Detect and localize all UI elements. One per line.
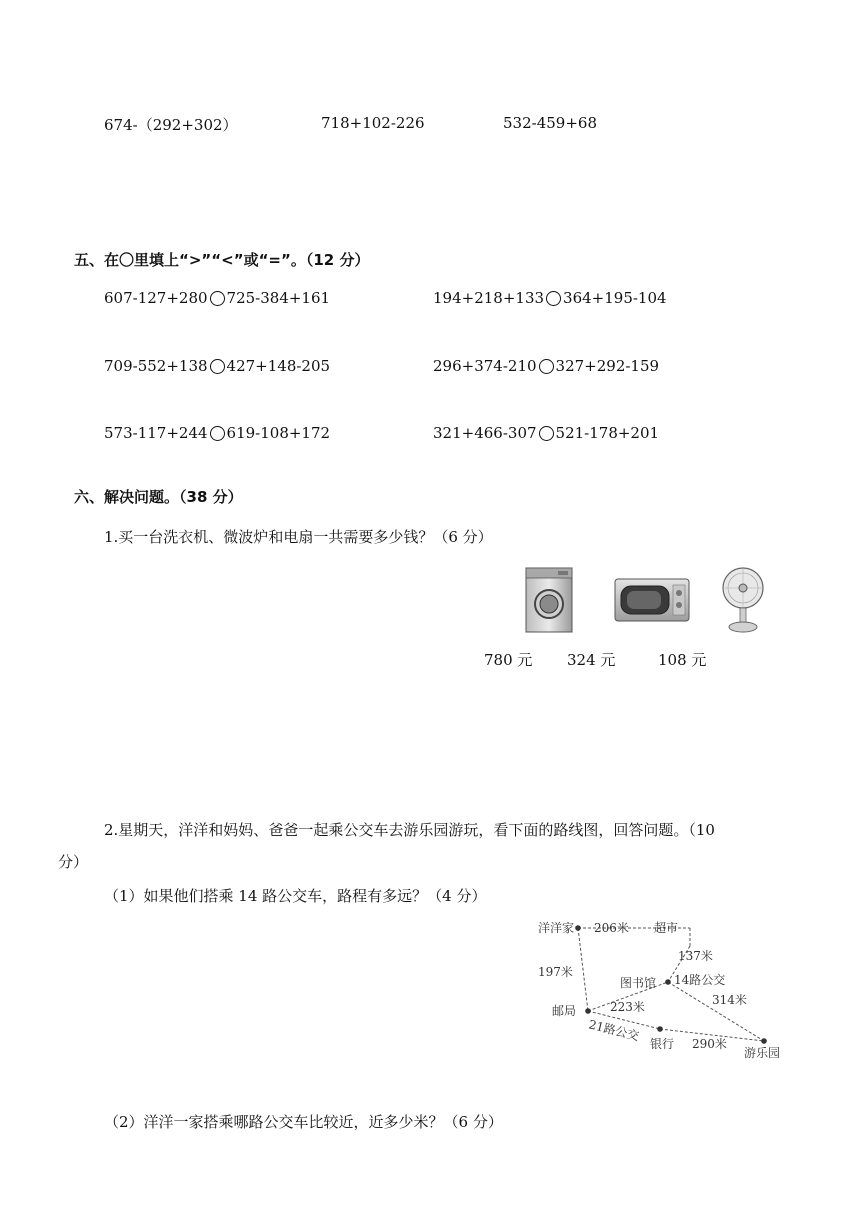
map-distance-bank-park: 290米 <box>692 1037 727 1051</box>
map-distance-library-park: 314米 <box>712 993 747 1007</box>
microwave-icon <box>613 577 691 623</box>
map-place-library: 图书馆 <box>620 976 657 990</box>
answer-circle[interactable] <box>546 291 561 306</box>
compare-expr: 573-117+244 <box>104 424 208 442</box>
price-microwave: 324 元 <box>567 651 616 669</box>
compare-expr: 364+195-104 <box>563 289 667 307</box>
route-map <box>532 912 794 1067</box>
compare-expr: 296+374-210 <box>433 357 537 375</box>
map-place-postoffice: 邮局 <box>552 1004 577 1018</box>
question-2-sub-1: （1）如果他们搭乘 14 路公交车，路程有多远？（4 分） <box>104 887 487 905</box>
expression-1: 674-（292+302） <box>104 116 238 134</box>
compare-expr: 607-127+280 <box>104 289 208 307</box>
map-route-14: 14路公交 <box>674 973 726 987</box>
answer-circle[interactable] <box>539 359 554 374</box>
price-washing-machine: 780 元 <box>484 651 533 669</box>
question-2-text-line1: 2.星期天，洋洋和妈妈、爸爸一起乘公交车去游乐园游玩，看下面的路线图，回答问题。（10 <box>104 821 715 839</box>
question-2-sub-2: （2）洋洋一家搭乘哪路公交车比较近，近多少米？（6 分） <box>104 1113 503 1131</box>
compare-row-3-right <box>433 424 659 442</box>
compare-expr: 194+218+133 <box>433 289 545 307</box>
question-1-text: 1.买一台洗衣机、微波炉和电扇一共需要多少钱？（6 分） <box>104 528 493 546</box>
compare-expr: 427+148-205 <box>226 357 331 375</box>
map-route-21: 21路公交 <box>587 1017 641 1044</box>
answer-circle[interactable] <box>210 291 225 306</box>
section-5-title: 五、在〇里填上“>”“<”或“=”。（12 分） <box>74 251 370 269</box>
map-distance-home-supermarket: 206米 <box>594 921 629 935</box>
question-2-text-line2: 分） <box>58 853 89 871</box>
expression-2: 718+102-226 <box>321 114 425 132</box>
compare-row-1-right <box>433 289 667 307</box>
answer-circle[interactable] <box>539 426 554 441</box>
answer-circle[interactable] <box>210 359 225 374</box>
price-fan: 108 元 <box>658 651 707 669</box>
compare-expr: 521-178+201 <box>555 424 660 442</box>
compare-row-2-right <box>433 357 659 375</box>
map-place-park: 游乐园 <box>744 1046 781 1060</box>
answer-circle[interactable] <box>210 426 225 441</box>
map-place-supermarket: 超市 <box>654 921 679 935</box>
map-place-bank: 银行 <box>650 1037 675 1051</box>
compare-row-1-left <box>104 289 330 307</box>
map-distance-postoffice-library: 223米 <box>610 1000 645 1014</box>
compare-row-2-left <box>104 357 330 375</box>
expression-3: 532-459+68 <box>503 114 597 132</box>
map-distance-supermarket-library: 137米 <box>678 949 713 963</box>
washing-machine-icon <box>524 566 574 634</box>
electric-fan-icon <box>720 566 766 634</box>
compare-expr: 709-552+138 <box>104 357 208 375</box>
compare-expr: 619-108+172 <box>226 424 331 442</box>
section-6-title: 六、解决问题。（38 分） <box>74 488 243 506</box>
compare-expr: 321+466-307 <box>433 424 537 442</box>
compare-row-3-left <box>104 424 330 442</box>
map-distance-home-postoffice: 197米 <box>538 965 573 979</box>
map-place-home: 洋洋家 <box>538 921 575 935</box>
compare-expr: 725-384+161 <box>226 289 331 307</box>
compare-expr: 327+292-159 <box>555 357 660 375</box>
